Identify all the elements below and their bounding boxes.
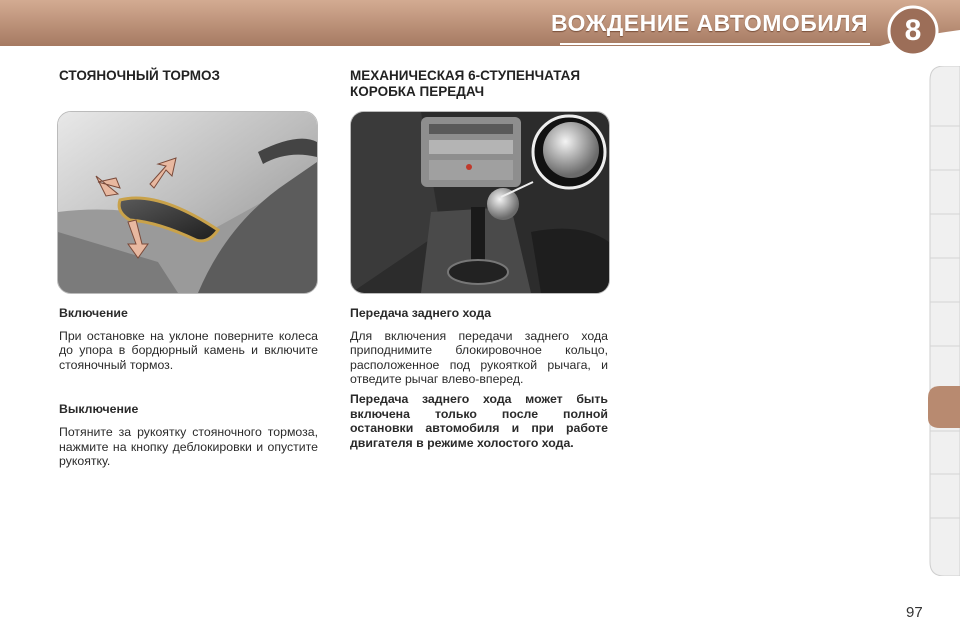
engage-heading: Включение — [59, 306, 128, 320]
parking-brake-photo — [57, 111, 318, 294]
gearbox-title-line2: КОРОБКА ПЕРЕДАЧ — [350, 84, 485, 99]
page-number: 97 — [906, 604, 923, 621]
reverse-warning: Передача заднего хода может быть включена только после полной остановки автомобиля и при работе двигателя в режиме холостого хода. — [350, 391, 608, 450]
chapter-header — [0, 0, 960, 52]
chapter-number-badge: 8 — [904, 14, 922, 47]
reverse-heading: Передача заднего хода — [350, 306, 492, 320]
engage-instructions: При остановке на уклоне поверните колеса до упора в бордюрный камень и включите стояночный тормоз. — [59, 328, 318, 372]
parking-brake-text — [59, 306, 318, 469]
gearbox-title-line1: МЕХАНИЧЕСКАЯ 6-СТУПЕНЧАТАЯ — [350, 68, 581, 83]
gearbox-photo — [350, 111, 610, 294]
chapter-tabs — [926, 66, 960, 576]
release-heading: Выключение — [59, 402, 139, 417]
gearbox-text — [350, 306, 608, 450]
chapter-title: ВОЖДЕНИЕ АВТОМОБИЛЯ — [550, 10, 868, 36]
release-instructions: Потяните за рукоятку стояночного тормоза, нажмите на кнопку деблокировки и опустите рукоятку. — [59, 424, 318, 469]
parking-brake-title: СТОЯНОЧНЫЙ ТОРМОЗ — [59, 68, 220, 83]
gearbox-title — [350, 68, 580, 100]
reverse-instructions: Для включения передачи заднего хода приподнимите блокировочное кольцо, расположенное под рукояткой рычага, и отведите рычаг влево-вперед. — [350, 328, 608, 387]
